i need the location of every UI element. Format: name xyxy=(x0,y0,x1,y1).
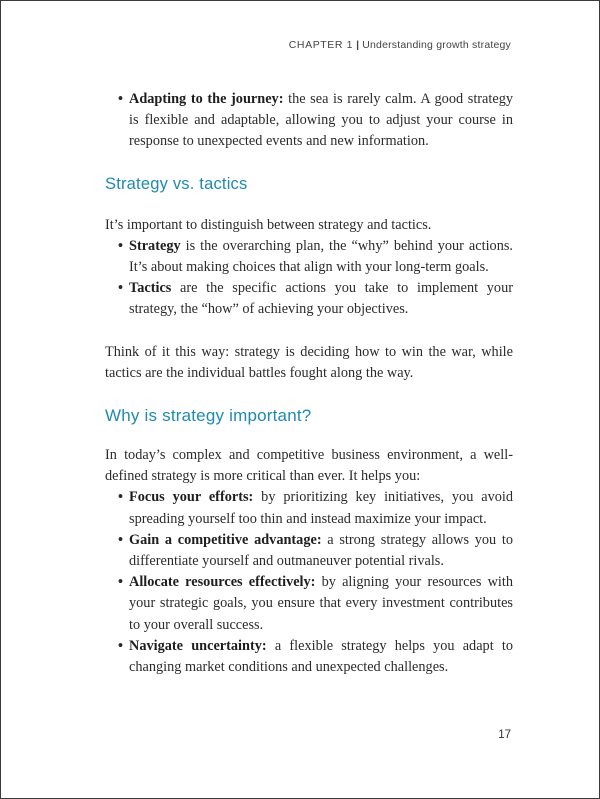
list-item xyxy=(105,487,513,529)
section-heading-why-strategy-important: Why is strategy important? xyxy=(105,406,312,426)
section1-list xyxy=(105,236,513,321)
chapter-title: Understanding growth strategy xyxy=(362,39,511,51)
page-content xyxy=(105,89,513,678)
list-item-term: Adapting to the journey: xyxy=(129,91,284,107)
bullet-icon: • xyxy=(118,637,124,654)
running-head xyxy=(289,39,511,51)
section2-list xyxy=(105,487,513,678)
list-item-text: by prioritizing key initiatives, you avoid spreading yourself too thin and instead maximize your impact. xyxy=(129,489,513,527)
list-item-term: Focus your efforts: xyxy=(129,489,254,506)
list-item xyxy=(105,530,513,572)
bullet-icon: • xyxy=(118,531,124,548)
intro-list xyxy=(105,89,513,153)
list-item-text: is the overarching plan, the “why” behind your actions. It’s about making choices that align with your long-term goals. xyxy=(129,237,513,276)
list-item-text: by aligning your resources with your strategic goals, you ensure that every investment contributes to your overall success. xyxy=(129,574,513,633)
list-item xyxy=(105,278,513,320)
list-item xyxy=(105,89,513,153)
section2-intro: In today’s complex and competitive business environment, a well-defined strategy is more critical than ever. It helps you: xyxy=(105,447,513,485)
list-item-term: Strategy xyxy=(129,237,181,254)
list-item-text: a flexible strategy helps you adapt to changing market conditions and unexpected challenges. xyxy=(129,637,513,676)
bullet-icon: • xyxy=(118,280,124,297)
list-item-text: are the specific actions you take to implement your strategy, the “how” of achieving your objectives. xyxy=(129,280,513,318)
list-item-text: a strong strategy allows you to differentiate yourself and outmaneuver potential rivals. xyxy=(129,531,513,570)
section1-intro: It’s important to distinguish between strategy and tactics. xyxy=(105,216,432,233)
list-item-term: Tactics xyxy=(129,280,172,297)
list-item-term: Navigate uncertainty: xyxy=(129,637,267,654)
paragraph-gap xyxy=(105,321,513,342)
page-number: 17 xyxy=(498,729,511,741)
list-item-term: Gain a competitive advantage: xyxy=(129,531,322,548)
running-head-separator: | xyxy=(356,39,360,51)
bullet-icon: • xyxy=(118,489,124,506)
section-heading-strategy-vs-tactics: Strategy vs. tactics xyxy=(105,174,248,193)
bullet-icon: • xyxy=(118,574,124,591)
chapter-label: CHAPTER 1 xyxy=(288,39,354,51)
list-item xyxy=(105,236,513,278)
list-item-term: Allocate resources effectively: xyxy=(129,574,316,591)
bullet-icon: • xyxy=(118,237,124,254)
bullet-icon: • xyxy=(118,91,124,107)
list-item xyxy=(105,636,513,678)
list-item-text: the sea is rarely calm. A good strategy is flexible and adaptable, allowing you to adjust your course in response to unexpected events and new information. xyxy=(129,91,514,150)
list-item xyxy=(105,572,513,636)
section1-closing: Think of it this way: strategy is deciding how to win the war, while tactics are the individual battles fought along the way. xyxy=(105,343,513,381)
